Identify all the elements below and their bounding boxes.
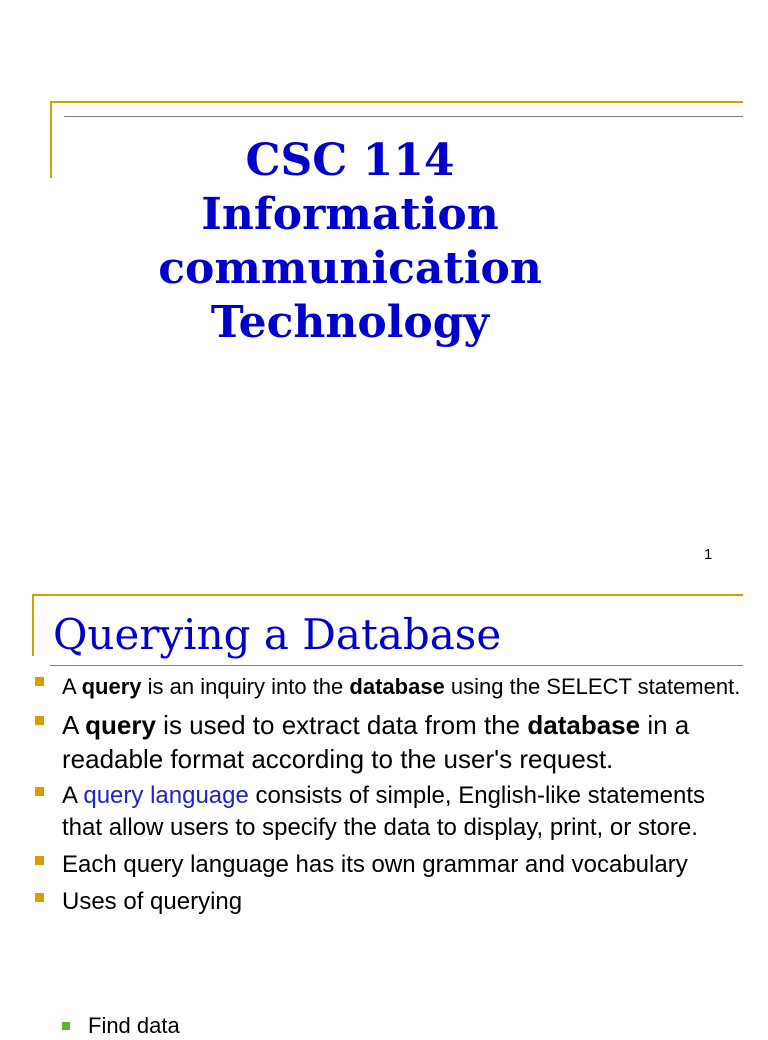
sub-bullet-square-icon (62, 1022, 70, 1030)
title-rule (64, 116, 743, 117)
bullet-square-icon (35, 677, 44, 686)
bullet-list (0, 672, 768, 918)
frame-top-line (50, 101, 743, 103)
list-item: Each query language has its own grammar and vocabulary (0, 849, 768, 881)
list-item: A query is used to extract data from the database in a readable format according to the user's request. (0, 708, 768, 776)
slide-title: Querying a Database (53, 610, 502, 659)
course-title-line-1: CSC 114 (245, 135, 455, 186)
list-item: Uses of querying (0, 886, 768, 918)
sub-bullet-list (0, 1012, 768, 1040)
query-language-link[interactable]: query language (83, 782, 249, 809)
frame-left-line (50, 101, 52, 178)
course-title-line-2: Information (201, 189, 499, 240)
title-rule (50, 665, 743, 666)
list-item: A query is an inquiry into the database using the SELECT statement. (0, 672, 768, 701)
course-title-line-4: Technology (210, 297, 490, 348)
bullet-square-icon (35, 856, 44, 865)
course-title (100, 134, 600, 350)
frame-left-line (32, 594, 34, 656)
content-slide (0, 580, 768, 1038)
bullet-square-icon (35, 893, 44, 902)
course-title-line-3: communication (158, 243, 542, 294)
page-number: 1 (704, 546, 713, 563)
list-item: A query language consists of simple, English-like statements that allow users to specify the data to display, print, or store. (0, 780, 768, 844)
bullet-square-icon (35, 787, 44, 796)
bullet-square-icon (35, 716, 44, 725)
list-item: Find data (0, 1012, 768, 1040)
frame-top-line (32, 594, 743, 596)
